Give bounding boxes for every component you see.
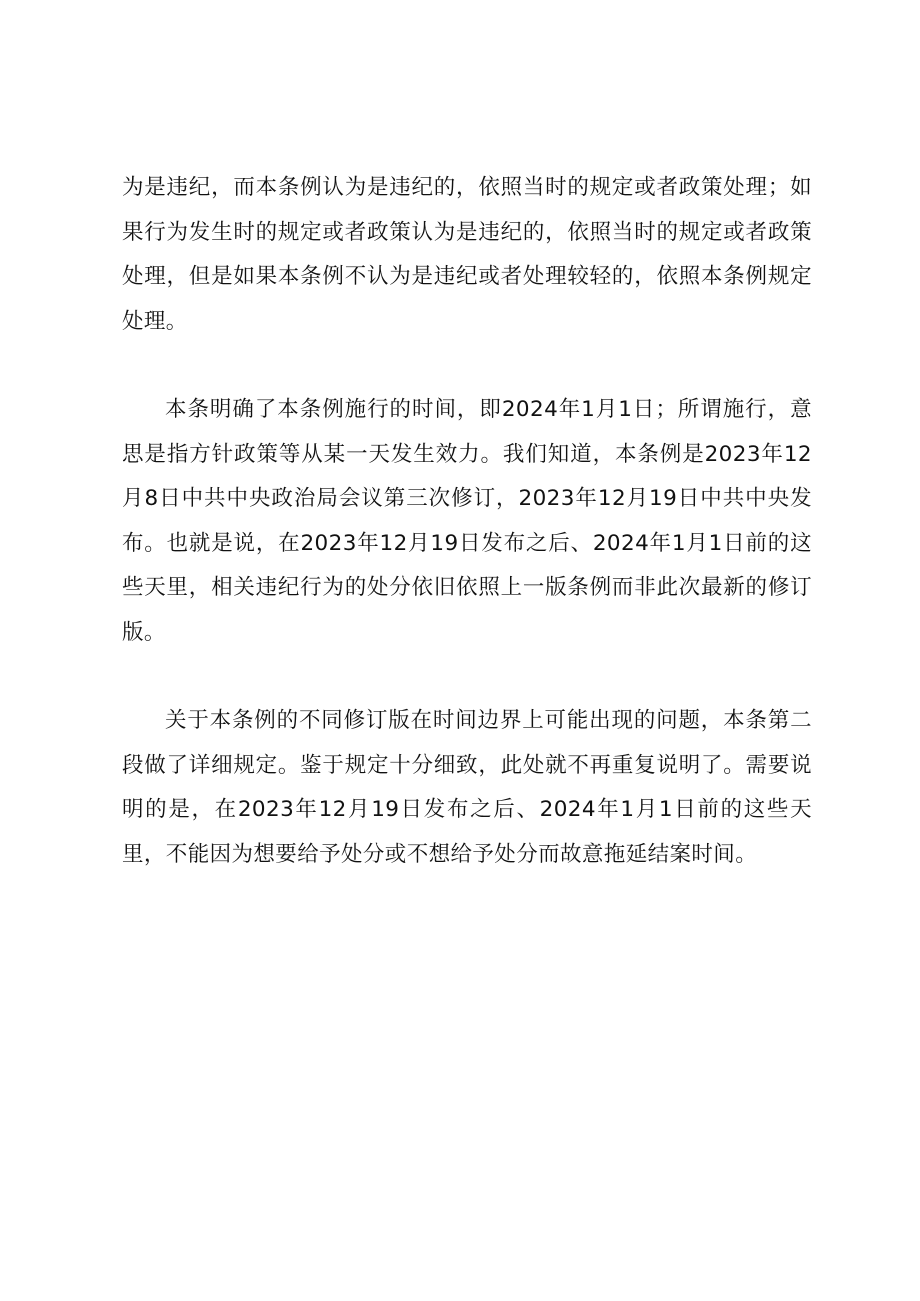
paragraph-spacer: [122, 344, 812, 388]
paragraph-revision-boundary: 关于本条例的不同修订版在时间边界上可能出现的问题，本条第二段做了详细规定。鉴于规定十分细致，此处就不再重复说明了。需要说明的是，在2023年12月19日发布之后、2024年1月1日前的这些天里，不能因为想要给予处分或不想给予处分而故意拖延结案时间。: [122, 708, 812, 867]
paragraph-spacer: [122, 655, 812, 699]
document-body: [122, 166, 812, 877]
paragraph-continuation: 为是违纪，而本条例认为是违纪的，依照当时的规定或者政策处理；如果行为发生时的规定或者政策认为是违纪的，依照当时的规定或者政策处理，但是如果本条例不认为是违纪或者处理较轻的，依照本条例规定处理。: [122, 175, 812, 334]
paragraph-effective-date: 本条明确了本条例施行的时间，即2024年1月1日；所谓施行，意思是指方针政策等从某一天发生效力。我们知道，本条例是2023年12月8日中共中央政治局会议第三次修订，2023年12月19日中共中央发布。也就是说，在2023年12月19日发布之后、2024年1月1日前的这些天里，相关违纪行为的处分依旧依照上一版条例而非此次最新的修订版。: [122, 397, 812, 645]
